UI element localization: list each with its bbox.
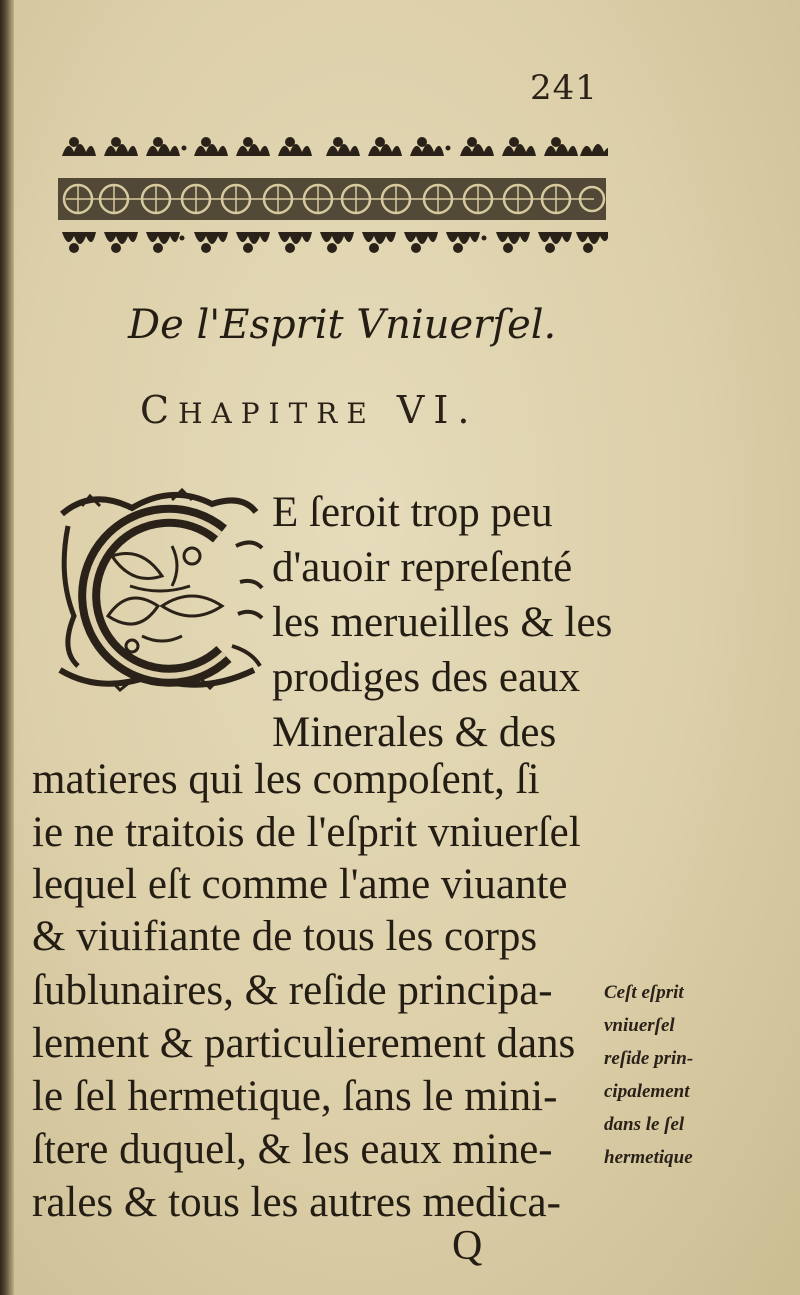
catchword: Q (452, 1223, 483, 1269)
page-gutter (0, 0, 14, 1295)
body-line-6: matieres qui les compoſent, ſi (32, 756, 540, 803)
body-line-12: le ſel hermetique, ſans le mini- (32, 1073, 558, 1120)
chapter-word-rest: HAPITRE (178, 397, 376, 430)
body-line-9: & viuifiante de tous les corps (32, 913, 538, 960)
margin-note-line-6: hermetique (604, 1147, 693, 1168)
section-title: De l'Esprit Vniuerſel. (128, 302, 557, 348)
roundel-row (58, 178, 606, 220)
body-line-5: Minerales & des (272, 709, 557, 756)
body-line-7: ie ne traitois de l'eſprit vniuerſel (32, 809, 581, 856)
margin-note-line-4: cipalement (604, 1081, 690, 1102)
margin-note-line-3: reſide prin- (604, 1048, 694, 1069)
body-line-8: lequel eſt comme l'ame viuante (32, 861, 568, 908)
body-line-1: E ſeroit trop peu (272, 489, 553, 536)
margin-note (604, 976, 693, 1174)
fleuron-row-bottom (62, 232, 608, 253)
body-line-2: d'auoir repreſenté (272, 544, 573, 591)
chapter-word-first: C (140, 388, 179, 432)
decorated-initial-c (52, 486, 266, 696)
chapter-number: VI. (396, 388, 479, 432)
page-number: 241 (530, 68, 598, 108)
body-line-11: lement & particulierement dans (32, 1020, 576, 1067)
chapter-heading (140, 388, 478, 432)
body-line-4: prodiges des eaux (272, 654, 581, 701)
fleuron-row-top (62, 137, 608, 156)
body-line-3: les merueilles & les (272, 599, 613, 646)
margin-note-line-1: Ceſt eſprit (604, 982, 684, 1003)
margin-note-line-5: dans le ſel (604, 1114, 685, 1135)
body-line-10: ſublunaires, & reſide principa- (32, 967, 553, 1014)
margin-note-line-2: vniuerſel (604, 1015, 675, 1036)
body-line-14: rales & tous les autres medica- (32, 1179, 561, 1226)
floral-ornament-band (56, 128, 608, 260)
body-line-13: ſtere duquel, & les eaux mine- (32, 1126, 553, 1173)
